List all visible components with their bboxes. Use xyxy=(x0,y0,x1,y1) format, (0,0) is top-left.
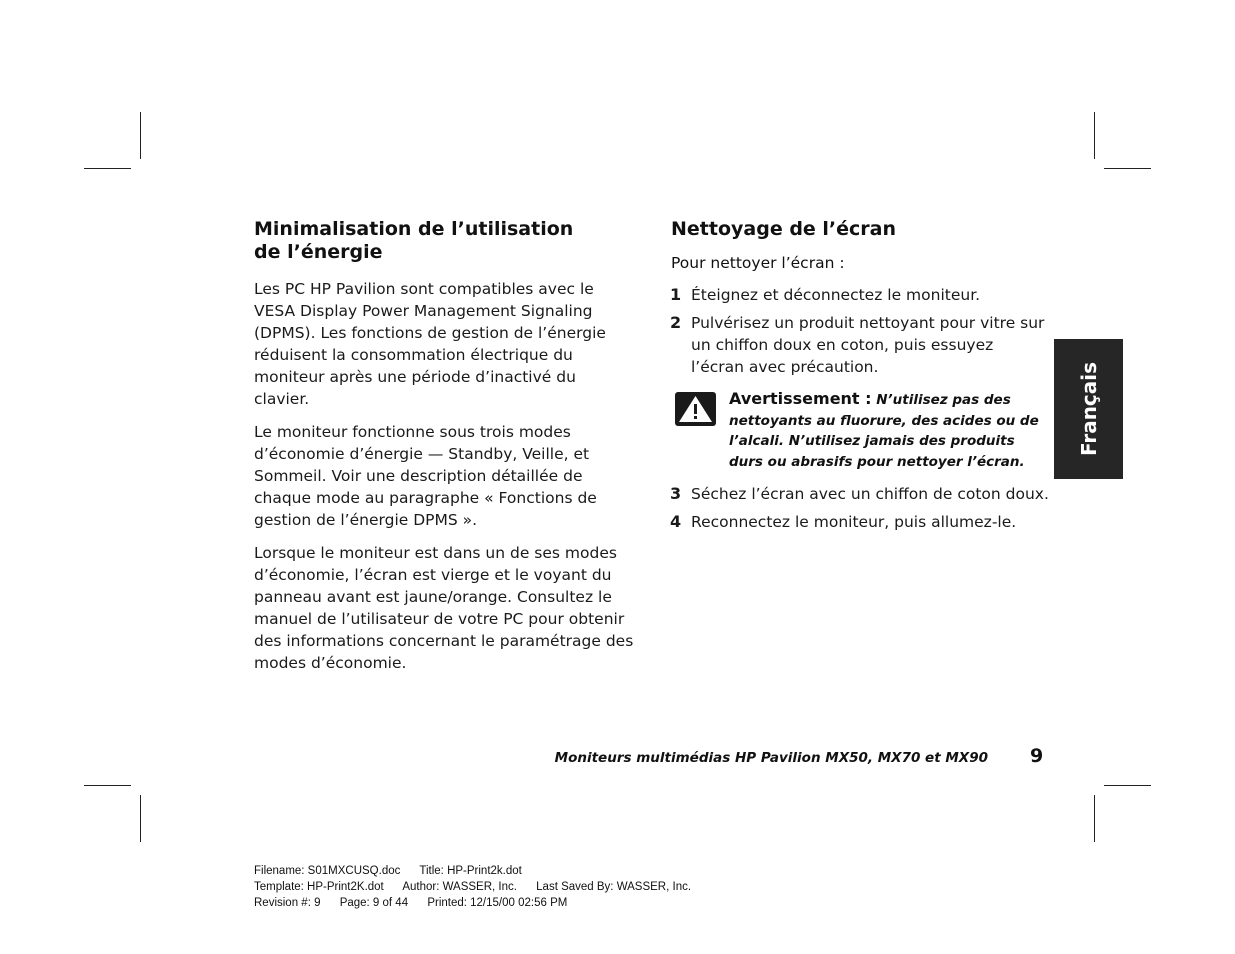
step-text: Séchez l’écran avec un chiffon de coton doux. xyxy=(691,485,1049,503)
file-info-revision: Revision #: 9 xyxy=(254,897,321,909)
step-text: Reconnectez le moniteur, puis allumez-le. xyxy=(691,513,1017,531)
step-number: 3 xyxy=(670,484,682,503)
crop-mark-top-right-horizontal xyxy=(1104,168,1151,169)
step-text: Éteignez et déconnectez le moniteur. xyxy=(691,286,981,304)
crop-mark-top-right-vertical xyxy=(1094,112,1095,159)
cleaning-intro: Pour nettoyer l’écran : xyxy=(671,254,845,272)
crop-mark-bottom-left-horizontal xyxy=(84,785,131,786)
cleaning-section-title: Nettoyage de l’écran xyxy=(671,218,897,240)
step-text: Pulvérisez un produit nettoyant pour vitre sur un chiffon doux en coton, puis essuyez l’écran avec précaution. xyxy=(691,314,1045,376)
file-info-template: Template: HP-Print2K.dot xyxy=(254,881,384,893)
file-info-line-3 xyxy=(254,895,707,911)
energy-paragraph-2: Le moniteur fonctionne sous trois modes d’économie d’énergie — Standby, Veille, et Sommeil. Voir une description détaillée de chaque mode au paragraphe « Fonctions de gestion de l’énergie DPMS ». xyxy=(254,423,597,529)
file-info-filename: Filename: S01MXCUSQ.doc xyxy=(254,865,401,877)
step-4 xyxy=(671,511,1051,533)
warning-icon xyxy=(675,392,716,426)
crop-mark-top-left-vertical xyxy=(140,112,141,159)
crop-mark-top-left-horizontal xyxy=(84,168,131,169)
language-tab-label: Français xyxy=(1076,361,1101,457)
step-number: 1 xyxy=(670,285,682,304)
file-info-last-saved: Last Saved By: WASSER, Inc. xyxy=(536,881,692,893)
file-info-page: Page: 9 of 44 xyxy=(339,897,409,909)
cleaning-section xyxy=(671,218,1051,533)
step-1 xyxy=(671,284,1051,306)
warning-label: Avertissement : xyxy=(729,389,872,408)
warning-text xyxy=(729,389,1049,472)
file-info-title: Title: HP-Print2k.dot xyxy=(419,865,522,877)
running-footer-title: Moniteurs multimédias HP Pavilion MX50, MX70 et MX90 xyxy=(554,750,988,766)
step-2 xyxy=(671,312,1051,378)
crop-mark-bottom-left-vertical xyxy=(140,795,141,842)
crop-mark-bottom-right-horizontal xyxy=(1104,785,1151,786)
energy-paragraph-3: Lorsque le moniteur est dans un de ses modes d’économie, l’écran est vierge et le voyant du panneau avant est jaune/orange. Consultez le manuel de l’utilisateur de votre PC pour obtenir des informations concernant le paramétrage des modes d’économie. xyxy=(254,544,634,672)
energy-section-title: Minimalisation de l’utilisation de l’énergie xyxy=(254,218,574,263)
page-number: 9 xyxy=(1030,745,1044,767)
energy-section xyxy=(254,218,634,674)
file-info-line-2 xyxy=(254,879,707,895)
file-info-line-1 xyxy=(254,863,707,879)
step-number: 2 xyxy=(670,313,682,332)
energy-paragraph-1: Les PC HP Pavilion sont compatibles avec le VESA Display Power Management Signaling (DPMS). Les fonctions de gestion de l’énergie réduisent la consommation électrique du moniteur après une période d’inactivé du clavier. xyxy=(254,280,606,408)
warning-message: N’utilisez pas des nettoyants au fluorure, des acides ou de l’alcali. N’utilisez jamais des produits durs ou abrasifs pour nettoyer l’écran. xyxy=(729,392,1039,470)
step-3 xyxy=(671,483,1051,505)
crop-mark-bottom-right-vertical xyxy=(1094,795,1095,842)
warning-box xyxy=(671,389,1051,473)
language-tab xyxy=(1054,339,1123,479)
file-info-printed: Printed: 12/15/00 02:56 PM xyxy=(427,897,568,909)
file-info-block xyxy=(254,863,707,911)
step-number: 4 xyxy=(670,512,682,531)
file-info-author: Author: WASSER, Inc. xyxy=(402,881,517,893)
